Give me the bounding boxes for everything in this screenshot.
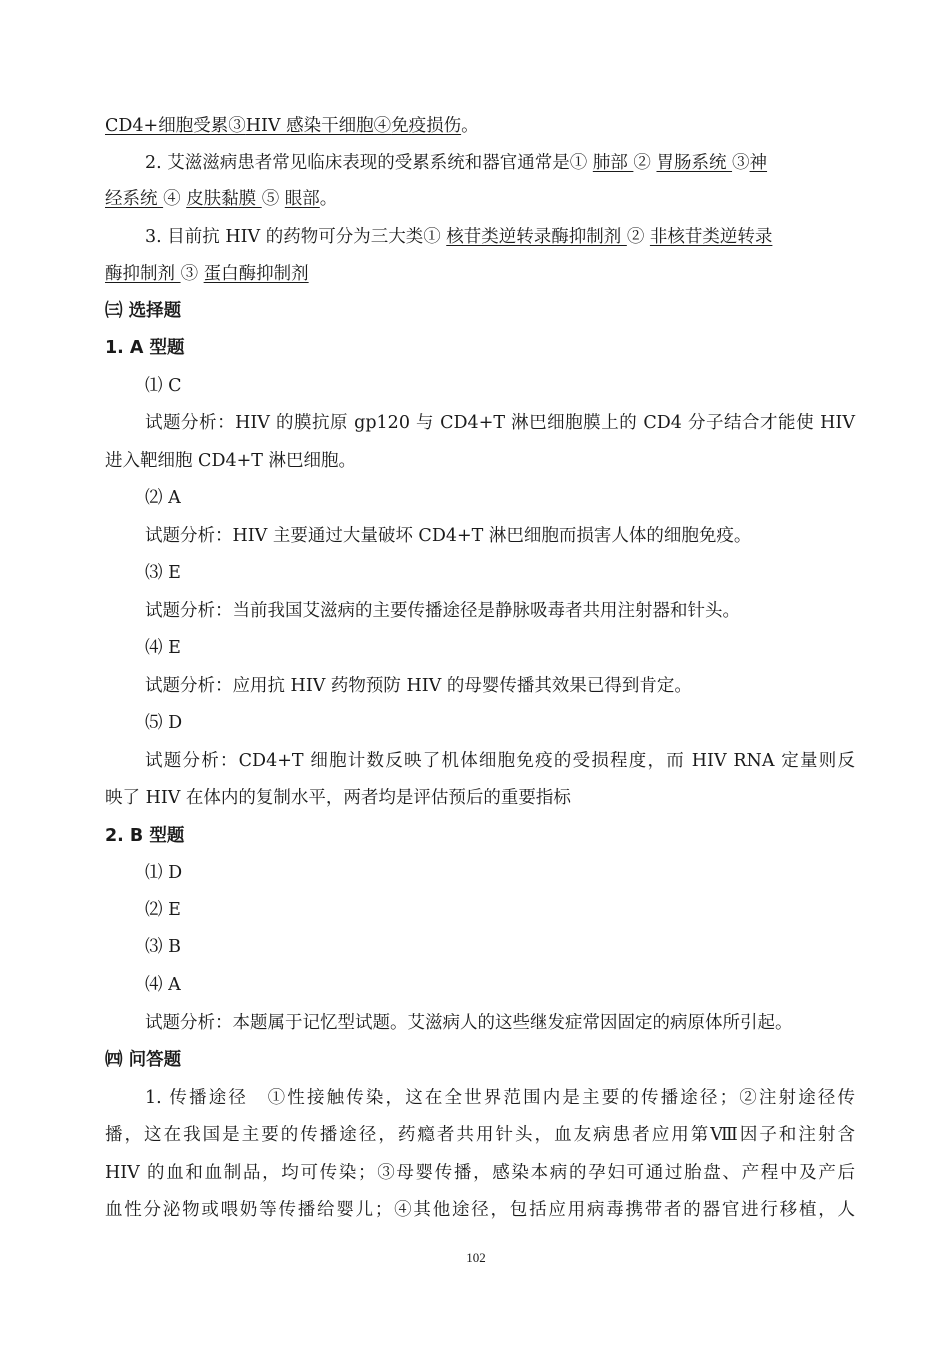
answer-item: ⑷ A [145,975,181,995]
answer-blank: 肺部 [592,153,634,173]
answer-blank: 免疫损伤 [391,116,462,136]
text: 。 [319,189,338,209]
analysis-text: 试题分析：当前我国艾滋病的主要传播途径是静脉吸毒者共用注射器和针头。 [145,601,740,621]
answer-item: ⑵ E [145,900,181,920]
analysis-text: 试题分析：CD4+T 细胞计数反映了机体细胞免疫的受损程度，而 HIV RNA 定量则反 [145,751,855,771]
answer-item: ⑷ E [145,638,181,658]
answer-blank: 神 [749,153,768,173]
analysis-text: 映了 HIV 在体内的复制水平，两者均是评估预后的重要指标 [105,788,571,808]
answer-blank: 酶抑制剂 [105,264,181,284]
text: ⑤ [261,189,285,209]
answer-item: ⑶ B [145,937,181,957]
answer-blank: 非核苷类逆转录 [649,227,773,247]
answer-item: ⑵ A [145,488,181,508]
section-heading-qa: ㈣ 问答题 [105,1050,182,1070]
fill-question-3 [145,222,772,252]
section-heading-choice: ㈢ 选择题 [105,301,182,321]
answer-blank: 蛋白酶抑制剂 [203,264,309,284]
answer-line-1 [105,111,479,141]
analysis-text: 试题分析：HIV 主要通过大量破坏 CD4+T 淋巴细胞而损害人体的细胞免疫。 [145,526,752,546]
page-number: 102 [466,1250,486,1265]
text: ② [633,153,657,173]
subsection-heading-a: 1. A 型题 [105,338,185,358]
answer-blank: HIV 感染干细胞④ [245,116,392,136]
subsection-heading-b: 2. B 型题 [105,826,185,846]
answer-blank: 皮肤黏膜 [186,189,262,209]
paragraph-line: 1. 传播途径 ①性接触传染，这在全世界范围内是主要的传播途径；②注射途径传 [145,1088,855,1108]
answer-item: ⑴ C [145,376,182,396]
answer-blank: 核苷类逆转录酶抑制剂 [446,227,627,247]
answer-blank: 胃肠系统 [656,153,733,173]
answer-item: ⑶ E [145,563,181,583]
text: 3. 目前抗 HIV 的药物可分为三大类① [145,227,447,247]
text: ④ [163,189,187,209]
text: ② [626,227,650,247]
text: ③ [180,264,204,284]
paragraph-line: 播，这在我国是主要的传播途径，药瘾者共用针头，血友病患者应用第Ⅷ因子和注射含 [105,1125,855,1145]
fill-question-2 [145,148,767,178]
analysis-text: 试题分析：HIV 的膜抗原 gp120 与 CD4+T 淋巴细胞膜上的 CD4 分子结合才能使 HIV [145,413,855,433]
paragraph-line: 血性分泌物或喂奶等传播给婴儿；④其他途径，包括应用病毒携带者的器官进行移植，人 [105,1200,855,1220]
fill-question-3-cont [105,259,309,289]
answer-blank: 眼部 [284,189,320,209]
answer-item: ⑴ D [145,863,183,883]
fill-question-2-cont [105,184,337,214]
answer-blank: 经系统 [105,189,164,209]
text: ③ [732,153,750,173]
analysis-text: 试题分析：应用抗 HIV 药物预防 HIV 的母婴传播其效果已得到肯定。 [145,676,692,696]
paragraph-line: HIV 的血和血制品，均可传染；③母婴传播，感染本病的孕妇可通过胎盘、产程中及产后 [105,1163,855,1183]
analysis-text: 试题分析：本题属于记忆型试题。艾滋病人的这些继发症常因固定的病原体所引起。 [145,1013,793,1033]
text: 2. 艾滋滋病患者常见临床表现的受累系统和器官通常是① [145,153,593,173]
analysis-text: 进入靶细胞 CD4+T 淋巴细胞。 [105,451,357,471]
answer-blank: CD4+细胞受累③ [105,116,246,136]
text: 。 [461,116,479,136]
answer-item: ⑸ D [145,713,183,733]
